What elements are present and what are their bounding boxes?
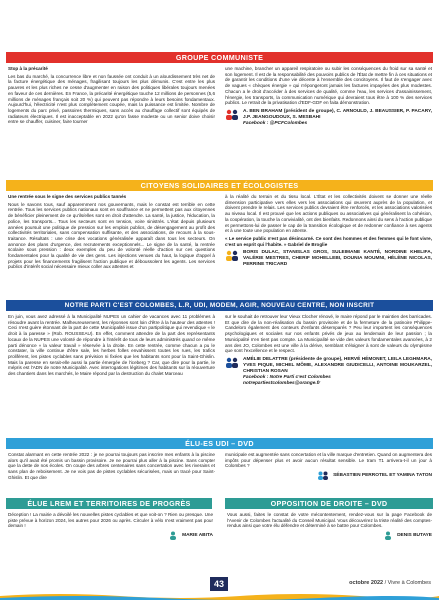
person-icon <box>168 531 178 540</box>
communiste-left-column <box>8 66 215 176</box>
section-bar-lrem <box>6 498 212 509</box>
page-number: 43 <box>210 577 228 591</box>
section-title: ÉLUE LREM ET TERRITOIRES DE PROGRÈS <box>27 499 191 508</box>
body-text: municipale est augmentée sans concertation et la ville marque d'entretien. Quand on augmentera des impôts pour dépenser plus et avoir aucun résultat sensible. Le tram T1 arrivera-t-il un jour à Colombes ? <box>225 452 432 469</box>
section-title: CITOYENS SOLIDAIRES ET ÉCOLOGISTES <box>140 181 299 190</box>
section-bar-communiste <box>6 52 433 63</box>
opposition-column <box>227 512 432 570</box>
email-link[interactable]: notrepartiestcolombes@orange.fr <box>243 380 321 386</box>
section-heading: Stop à la précarité <box>8 66 48 71</box>
signature-block <box>225 357 432 387</box>
people-icon <box>225 357 239 368</box>
signature-names: DENIS BUTAYE <box>397 532 432 538</box>
body-text: Les bas du marché, la concurrence libre et non faussée ont conduit à un alourdissement très net de la facture énergétique des ménages, fragilisant toujours les plus démunis. C'est entre les plus pauvres et les plus riches ne cesse d'augmenter en raison des politiques libérales toujours menées en faveur de ces dernières. En France, la précarité énergétique touche 12 millions de personnes (5,6 millions de ménages français soit 20 %) qui peuvent pas répondre à leurs besoins fondamentaux. Aujourd'hui, l'électricité n'est plus complètement coupée, mais la puissance est limitée. Nombre de logements du parc privé, passoires thermiques, sans accès au chauffage collectif sont équipés de radiateurs électriques. Il est inacceptable en 2022 qu'on fasse modeste ou un senior doive choisir entre se chauffer, cuisiner, faire tourner <box>8 73 215 125</box>
facebook-link[interactable]: Facebook : @PCFColombes <box>243 120 308 126</box>
notre-parti-right-column <box>225 314 432 438</box>
body-text: En juin, vous avez adressé à la Municipalité NUPES un cahier de vacances avec 11 problèmes à résoudre avant la rentrée. Malheureusement, les réponses sont loin d'être à la hauteur des attentes ! Ceci n'est guère étonnant de la part de cette Municipalité issue d'un partipolitique qui revendique « le droit à la paresse » (Rob. ROUSSEAU). En effet, comment attendre de la part des représentants locaux de la NUPES une volonté de répondre à l'intérêt de tous de leurs administrés quand ce même parti dénonce « la valeur travail » réservée à la droite. En cette rentrée, comme chacun a pu le constater, la ville continue d'être sale, les herbes folles envahissent toutes les rues, les trafics prolifèrent, les pistes cyclables sans prévision ni fixées que les habitants sont pour la Saint-Ghislin. Mais la paresse en serait-elle aussi la partie émergée de l'iceberg ? Car, que dire pour la partie, le mépris est l'ADN de notre Municipalité. Avec interrogations légitimes des habitants sur la réouverture des chantiers dans les marchés, le Maire répond par la destruction du chalet Marceau <box>8 314 215 377</box>
signature-block <box>225 471 432 480</box>
lrem-column <box>8 512 213 568</box>
signature-names: AMÉLIE DELATTRE (présidente de groupe), HERVÉ HÉMONET, LEILA LEGHMARA, YVES PIQUE, MICHEL MÔME, ALEXANDRE GIUDICELLI, ANTOINE MOUKARZEL, CHRISTIAN ROSAN <box>243 356 432 374</box>
body-text: à la réalité du terrain et du tissu local. L'État et les collectivités doivent se donner une réelle dimension participative vers elles vers les associations qui œuvrent auprès de la population, et doivent prendre le relais. Les services publics devraient être renforcés, et les associations valorisées au niveau local. Il est prouvé que les actions publiques ou associatives qui généralisent la cohésion, la coopération, la touche la convivialité, ont des bienfaits. Redonnons ainsi du sens à l'action publique et permettons-lui de passer le cap de la transition écologique et de redonner confiance à ses agents et à une toute une population en attente. <box>225 194 432 234</box>
section-bar-elu <box>6 438 433 449</box>
signature-block <box>8 531 213 540</box>
section-title: NOTRE PARTI C'EST COLOMBES, L.R, UDI, MODEM, AGIR, NOUVEAU CENTRE, NON INSCRIT <box>64 302 375 309</box>
section-heading: Une rentrée sous le signe des services publics tannés <box>8 194 127 199</box>
section-bar-opposition <box>225 498 433 509</box>
people-icon <box>317 471 329 480</box>
citoyens-right-column <box>225 194 432 298</box>
footer <box>0 576 439 592</box>
body-text: Nous le savons tous, sauf apparemment nos gouvernants, mais le constat est terrible en cette rentrée. Tous les services publics nationaux sont en souffrance et ne permettent pas aux citoyennes de bénéficier pleinement de ce qu'ils/elles sont en droit d'attendre. La santé, la justice, l'éducation, la police, les transports... Tous les secteurs sont en tension, voire sinistrés. L'état depuis plusieurs années poursuit une politique de pression sur les emplois publics, de désengagement au profit des collectivités territoriales, sans compensation suffisante, et des associations, de recours à la sous-traitance. Résultats : une crise des vocations généralisée apparaît dans tous les secteurs. On annonce des plans d'urgence, des recrutements exceptionnels... Le signe de la santé, la rentrée scolaire sous pression : deux exemples du peu de volonté réelle d'action sur ces questions fondamentales pour la qualité de vie des gens. Les injections venues du haut, la logique d'appel à projets pour les financements fragilisent l'action publique et déboussolent les agents. Les services publics d'intérêt social nécessaire mieux coller aux attentes et <box>8 201 215 270</box>
signature-block <box>225 109 432 127</box>
notre-parti-left-column <box>8 314 215 436</box>
body-text: une machine, brancher un appareil respiratoire ou subir les conséquences du froid sur sa santé et son logement. Il est de la responsabilité des pouvoirs publics de l'État de mettre fin à ces situations et de garantir les conditions d'une vie décente à l'ensemble des concitoyens. Il faut de s'engager avec de vagues « chèques énergie » qui n'épongeront jamais les factures impayées des plus modestes. Chacun a le droit d'accéder à des services de qualité, comme l'eau, les services d'assainissement, l'énergie, les transports, la communication numérique qui devraient tous être à 100 % des services publics. Le retrait de la privatisation d'EDF-GDF en faita démonstration. <box>225 66 432 106</box>
body-text: Vous aussi, faites le constat de votre mécontentement, rendez-vous sur la page Facebook de l'Avenir de Colombes l'actualité du Conseil Municipal. Vous découvrirez la triste réalité des comptes-rendus ainsi que votre élu défendre et déterminé à se battre pour Colombes. <box>227 512 432 529</box>
section-title: OPPOSITION DE DROITE – DVD <box>270 499 388 508</box>
signature-names: BORIS DULAC, STANISLAS GROS, SULEIMANE KANTÉ, NORDINE KHELIFA, VALÉRIE MESTRES, CHERIF MOHELLEBI, DOUNIA MOUMNI, HÉLÈNE NICOLAS, PERRINE TRICARD <box>243 250 432 268</box>
signature-block <box>227 531 432 540</box>
section-title: GROUPE COMMUNISTE <box>175 53 264 62</box>
person-icon <box>383 531 393 540</box>
people-icon <box>225 250 239 261</box>
citoyens-left-column <box>8 194 215 296</box>
issue-month: octobre 2022 <box>349 580 384 586</box>
signature-names: A. BEN BRAHAM (président de groupe), C. ARNOULD, J. BEAUSSIER, P. PACARY, J.P. JEANGOUDOUX, S. MESBAHI <box>243 108 432 120</box>
elu-right-column <box>225 452 432 496</box>
body-text: Déception ! La mairie a dévoilé les nouvelles pistes cyclables et que voit-on ? Rien ou presque. Une piste prévue à horizon 2024, les autres pour 2026 ou après. Circuler à vélo n'est vraiment pas pour demain ! <box>8 512 213 529</box>
section-title: ÉLU-ES UDI – DVD <box>185 439 254 448</box>
elu-left-column <box>8 452 215 494</box>
footer-wave-decoration <box>0 592 439 600</box>
signature-names: MARIE ABITA <box>182 532 213 538</box>
people-icon <box>225 109 239 120</box>
signature-block <box>225 250 432 268</box>
body-text: sur le souhait de retrouver leur Vieux Clocher rénové, le maire répond par le maintien des barricades. Et que dire de la non-réalisation du bassin provisoire et de la fermeture de la patinoire Philippe-Candeloro également des conteurs d'enfants désemparés ? Peu leur importent les conséquences psychologiques et sociales sur nos enfants privés de jeux au lendemain de leur passion ; la Municipalité n'en tient pas compte. La Municipalité se vide des valeurs fondamentales avancées, à 2 ans des JO, Colombes est une ville à la dérive, semblant s'éloigner à sont de valeurs du olympisme que sont l'excellence et le respect. <box>225 314 432 354</box>
issue-label <box>349 580 431 586</box>
communiste-right-column <box>225 66 432 178</box>
signature-names: SÉBASTIEN PERROTEL ET YAMINA TATON <box>333 472 432 478</box>
quote: « Le service public n'est pas désincarné. Ce sont des hommes et des femmes qui le font vivre, c'est un esprit qui l'habite. » Gabriel de Broglie <box>225 235 432 247</box>
facebook-link[interactable]: Facebook : Notre Parti c'est Colombes <box>243 374 331 380</box>
section-bar-notre-parti <box>6 300 433 311</box>
body-text: Constat alarmant en cette rentrée 2022 : je ne pourrai toujours pas inscrire mes enfants à la piscine alors qu'il avait été promis un bassin provisoire. Je ne pourrai plus aller à la piscine. Sans compter que la dette de nos écoles. On coupe des arbres centenaires sans concertation avec les riverains et sans plan de reboisement. Je ne vois pas de pistes cyclables sécurisées, mais un tracé pour Saint-Ghislin. Et que dire <box>8 452 215 480</box>
magazine-name: / Vivre à Colombes <box>383 580 431 586</box>
section-bar-citoyens <box>6 180 433 191</box>
